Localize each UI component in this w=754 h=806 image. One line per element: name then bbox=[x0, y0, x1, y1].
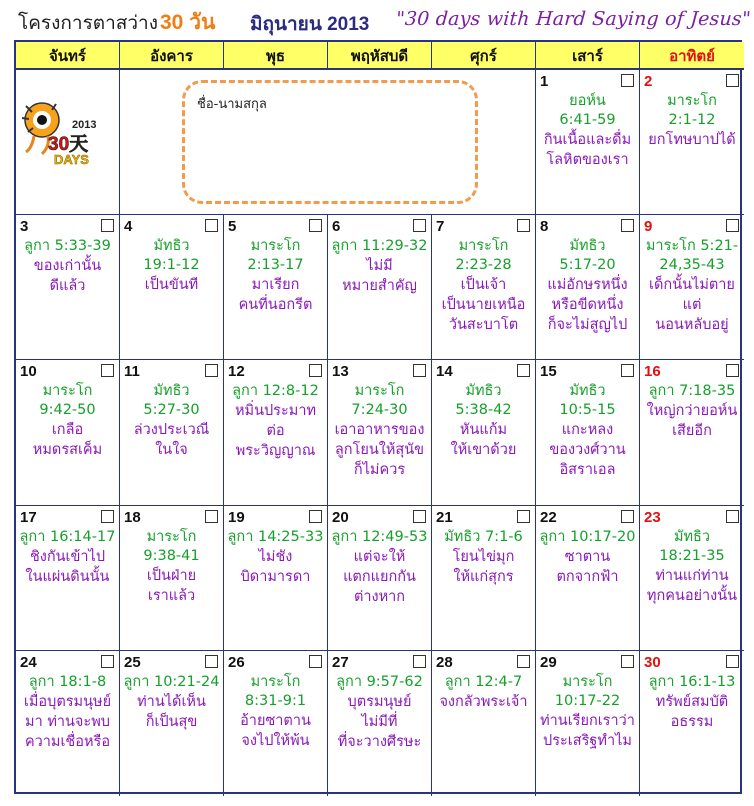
day-number: 16 bbox=[644, 363, 661, 381]
scripture-reference: มัทธิว 18:21-35 bbox=[659, 528, 725, 564]
reading-checkbox[interactable] bbox=[726, 219, 739, 232]
reading-title: หมิ่นประมาท ต่อ พระวิญญาณ bbox=[234, 403, 317, 460]
reading-title: เมื่อบุตรมนุษย์ มา ท่านจะพบ ความเชื่อหรือ bbox=[23, 693, 112, 750]
reading-checkbox[interactable] bbox=[205, 219, 218, 232]
reading-title: เป็นขันที bbox=[144, 277, 199, 294]
day-number: 29 bbox=[540, 653, 557, 671]
scripture-reference: ลูกา 9:57-62 bbox=[336, 673, 423, 690]
reading-checkbox[interactable] bbox=[621, 219, 634, 232]
calendar-day bbox=[120, 360, 224, 505]
page-header bbox=[0, 0, 754, 40]
reading-title: ใหญ่กว่ายอห์น เสียอีก bbox=[646, 403, 738, 440]
weekday-header: ศุกร์ bbox=[432, 42, 536, 70]
day-number: 28 bbox=[436, 653, 453, 671]
reading-checkbox[interactable] bbox=[309, 219, 322, 232]
scripture-reference: มัทธิว 5:27-30 bbox=[143, 383, 200, 419]
calendar-day bbox=[536, 360, 640, 505]
scripture-reference: ลูกา 5:33-39 bbox=[24, 238, 111, 255]
scripture-reference: มาระโก 9:38-41 bbox=[143, 528, 200, 564]
reading-checkbox[interactable] bbox=[517, 219, 530, 232]
scripture-reference: มาระโก 8:31-9:1 bbox=[244, 673, 307, 709]
reading-title: โยนไข่มุก ให้แก่สุกร bbox=[452, 548, 515, 585]
calendar-grid bbox=[14, 40, 742, 794]
calendar-day bbox=[536, 70, 640, 215]
reading-checkbox[interactable] bbox=[309, 655, 322, 668]
calendar-day bbox=[328, 651, 432, 796]
calendar-day bbox=[224, 651, 328, 796]
day-number: 7 bbox=[436, 218, 445, 236]
logo-30-days bbox=[20, 98, 116, 168]
day-number: 4 bbox=[124, 218, 133, 236]
scripture-reference: ลูกา 12:49-53 bbox=[331, 528, 428, 545]
calendar-day bbox=[120, 506, 224, 651]
reading-checkbox[interactable] bbox=[517, 364, 530, 377]
reading-checkbox[interactable] bbox=[621, 364, 634, 377]
reading-checkbox[interactable] bbox=[413, 655, 426, 668]
logo-big: 30天 bbox=[48, 134, 89, 155]
reading-checkbox[interactable] bbox=[621, 74, 634, 87]
reading-title: ท่านได้เห็น ก็เป็นสุข bbox=[137, 693, 206, 730]
day-number: 27 bbox=[332, 653, 349, 671]
calendar-day bbox=[640, 70, 744, 215]
calendar-day bbox=[328, 360, 432, 505]
scripture-reference: มัทธิว 5:38-42 bbox=[455, 383, 512, 419]
reading-title: ท่านแก่ท่าน ทุกคนอย่างนั้น bbox=[646, 567, 738, 604]
days-count: 30 วัน bbox=[160, 11, 216, 34]
scripture-reference: มาระโก 5:21- 24,35-43 bbox=[645, 238, 739, 274]
reading-title: เอาอาหารของ ลูกโยนให้สุนัข ก็ไม่ควร bbox=[334, 422, 425, 479]
calendar-day bbox=[328, 215, 432, 360]
scripture-reference: ลูกา 18:1-8 bbox=[28, 673, 107, 690]
scripture-reference: ลูกา 14:25-33 bbox=[227, 528, 324, 545]
calendar-day bbox=[328, 506, 432, 651]
logo-year: 2013 bbox=[72, 119, 97, 131]
scripture-reference: มาระโก 7:24-30 bbox=[351, 383, 408, 419]
reading-title: เป็นฝ่าย เราแล้ว bbox=[146, 567, 197, 604]
logo-word: DAYS bbox=[54, 152, 89, 167]
calendar-day bbox=[432, 360, 536, 505]
day-number: 21 bbox=[436, 508, 453, 526]
program-title: โครงการตาสว่าง bbox=[18, 12, 158, 34]
day-number: 9 bbox=[644, 218, 653, 236]
scripture-reference: มาระโก 10:17-22 bbox=[554, 673, 621, 709]
weekday-header: พฤหัสบดี bbox=[328, 42, 432, 70]
day-number: 13 bbox=[332, 363, 349, 381]
reading-checkbox[interactable] bbox=[517, 655, 530, 668]
reading-title: ไม่มี หมายสำคัญ bbox=[342, 258, 417, 295]
calendar-day bbox=[16, 651, 120, 796]
scripture-reference: ลูกา 16:14-17 bbox=[19, 528, 116, 545]
day-number: 12 bbox=[228, 363, 245, 381]
calendar-day bbox=[536, 215, 640, 360]
day-number: 20 bbox=[332, 508, 349, 526]
reading-title: เกลือ หมดรสเค็ม bbox=[32, 422, 103, 459]
scripture-reference: ลูกา 12:4-7 bbox=[444, 673, 523, 690]
calendar-day bbox=[224, 506, 328, 651]
scripture-reference: มาระโก 2:13-17 bbox=[247, 238, 304, 274]
name-field[interactable] bbox=[182, 80, 478, 204]
day-number: 22 bbox=[540, 508, 557, 526]
calendar-day bbox=[224, 215, 328, 360]
reading-title: ของเก่านั้น ดีแล้ว bbox=[33, 258, 102, 295]
reading-checkbox[interactable] bbox=[726, 510, 739, 523]
reading-checkbox[interactable] bbox=[101, 510, 114, 523]
scripture-reference: ลูกา 7:18-35 bbox=[648, 383, 736, 400]
scripture-reference: ยอห์น 6:41-59 bbox=[559, 93, 616, 128]
reading-checkbox[interactable] bbox=[413, 219, 426, 232]
month-title: มิถุนายน 2013 bbox=[250, 14, 370, 35]
day-number: 24 bbox=[20, 653, 37, 671]
reading-title: เป็นเจ้า เป็นนายเหนือ วันสะบาโต bbox=[441, 277, 526, 334]
reading-title: จงกลัวพระเจ้า bbox=[439, 693, 528, 710]
day-number: 30 bbox=[644, 653, 661, 671]
reading-checkbox[interactable] bbox=[726, 655, 739, 668]
reading-title: อ้ายซาตาน จงไปให้พ้น bbox=[240, 712, 311, 749]
calendar-day bbox=[224, 360, 328, 505]
reading-title: ซาตาน ตกจากฟ้า bbox=[556, 548, 619, 585]
reading-checkbox[interactable] bbox=[205, 364, 218, 377]
reading-checkbox[interactable] bbox=[517, 510, 530, 523]
weekday-header: อาทิตย์ bbox=[640, 42, 744, 70]
calendar-day bbox=[16, 360, 120, 505]
scripture-reference: มาระโก 2:23-28 bbox=[455, 238, 512, 274]
calendar-day bbox=[640, 506, 744, 651]
reading-title: ทรัพย์สมบัติ อธรรม bbox=[655, 693, 729, 730]
scripture-reference: ลูกา 10:21-24 bbox=[123, 673, 220, 690]
reading-title: กินเนื้อและดื่ม โลหิตของเรา bbox=[543, 132, 632, 168]
day-number: 8 bbox=[540, 218, 549, 236]
day-number: 19 bbox=[228, 508, 245, 526]
calendar-day bbox=[120, 651, 224, 796]
weekday-header: เสาร์ bbox=[536, 42, 640, 70]
day-number: 26 bbox=[228, 653, 245, 671]
reading-title: ยกโทษบาปได้ bbox=[648, 132, 736, 148]
day-number: 3 bbox=[20, 218, 29, 236]
scripture-reference: ลูกา 16:1-13 bbox=[648, 673, 736, 690]
day-number: 5 bbox=[228, 218, 237, 236]
reading-title: บุตรมนุษย์ ไม่มีที่ ที่จะวางศีรษะ bbox=[337, 693, 422, 750]
reading-title: แต่จะให้ แตกแยกกัน ต่างหาก bbox=[343, 548, 416, 605]
calendar-day bbox=[536, 651, 640, 796]
reading-checkbox[interactable] bbox=[413, 510, 426, 523]
reading-checkbox[interactable] bbox=[621, 655, 634, 668]
scripture-reference: มาระโก 9:42-50 bbox=[39, 383, 96, 419]
scripture-reference: ลูกา 10:17-20 bbox=[539, 528, 636, 545]
name-label: ชื่อ-นามสกุล bbox=[197, 97, 267, 112]
reading-title: เด็กนั้นไม่ตาย แต่ นอนหลับอยู่ bbox=[649, 277, 735, 334]
reading-title: ชิงกันเข้าไป ในแผ่นดินนั้น bbox=[25, 548, 110, 585]
reading-title: หันแก้ม ให้เขาด้วย bbox=[450, 422, 517, 459]
calendar-day bbox=[536, 506, 640, 651]
scripture-reference: มัทธิว 10:5-15 bbox=[559, 383, 616, 419]
day-number: 25 bbox=[124, 653, 141, 671]
calendar-day bbox=[432, 651, 536, 796]
scripture-reference: มาระโก 2:1-12 bbox=[667, 93, 717, 128]
calendar-day bbox=[640, 360, 744, 505]
scripture-reference: ลูกา 12:8-12 bbox=[232, 383, 319, 400]
reading-checkbox[interactable] bbox=[309, 364, 322, 377]
day-number: 2 bbox=[644, 73, 653, 90]
calendar-day bbox=[16, 506, 120, 651]
reading-checkbox[interactable] bbox=[101, 219, 114, 232]
calendar-day bbox=[640, 215, 744, 360]
reading-checkbox[interactable] bbox=[205, 510, 218, 523]
day-number: 14 bbox=[436, 363, 453, 381]
calendar-day bbox=[640, 651, 744, 796]
reading-title: ท่านเรียกเราว่า ประเสริฐทำไม bbox=[540, 712, 635, 749]
reading-checkbox[interactable] bbox=[726, 74, 739, 87]
weekday-header: จันทร์ bbox=[16, 42, 120, 70]
calendar-day bbox=[432, 215, 536, 360]
scripture-reference: มัทธิว 19:1-12 bbox=[143, 238, 200, 274]
day-number: 1 bbox=[540, 73, 549, 90]
scripture-reference: ลูกา 11:29-32 bbox=[331, 238, 428, 255]
reading-title: ล่วงประเวณี ในใจ bbox=[133, 422, 210, 459]
day-number: 10 bbox=[20, 363, 37, 381]
day-number: 6 bbox=[332, 218, 341, 236]
reading-title: แม่อักษรหนึ่ง หรือขีดหนึ่ง ก็จะไม่สูญไป bbox=[547, 277, 628, 334]
calendar-day bbox=[120, 215, 224, 360]
day-number: 18 bbox=[124, 508, 141, 526]
reading-checkbox[interactable] bbox=[101, 364, 114, 377]
reading-checkbox[interactable] bbox=[205, 655, 218, 668]
reading-checkbox[interactable] bbox=[309, 510, 322, 523]
weekday-header: พุธ bbox=[224, 42, 328, 70]
reading-title: แกะหลง ของวงศ์วาน อิสราเอล bbox=[549, 422, 626, 479]
calendar-day bbox=[432, 506, 536, 651]
reading-title: ไม่ชัง บิดามารดา bbox=[240, 548, 311, 585]
weekday-header: อังคาร bbox=[120, 42, 224, 70]
reading-checkbox[interactable] bbox=[101, 655, 114, 668]
reading-checkbox[interactable] bbox=[726, 364, 739, 377]
scripture-reference: มัทธิว 5:17-20 bbox=[559, 238, 616, 274]
day-number: 23 bbox=[644, 508, 661, 526]
reading-title: มาเรียก คนที่นอกรีต bbox=[238, 277, 313, 314]
calendar-day bbox=[16, 215, 120, 360]
scripture-reference: มัทธิว 7:1-6 bbox=[444, 528, 523, 545]
day-number: 15 bbox=[540, 363, 557, 381]
day-number: 11 bbox=[124, 363, 140, 381]
day-number: 17 bbox=[20, 508, 37, 526]
reading-checkbox[interactable] bbox=[413, 364, 426, 377]
theme-title: "30 days with Hard Saying of Jesus" bbox=[395, 8, 752, 30]
reading-checkbox[interactable] bbox=[621, 510, 634, 523]
